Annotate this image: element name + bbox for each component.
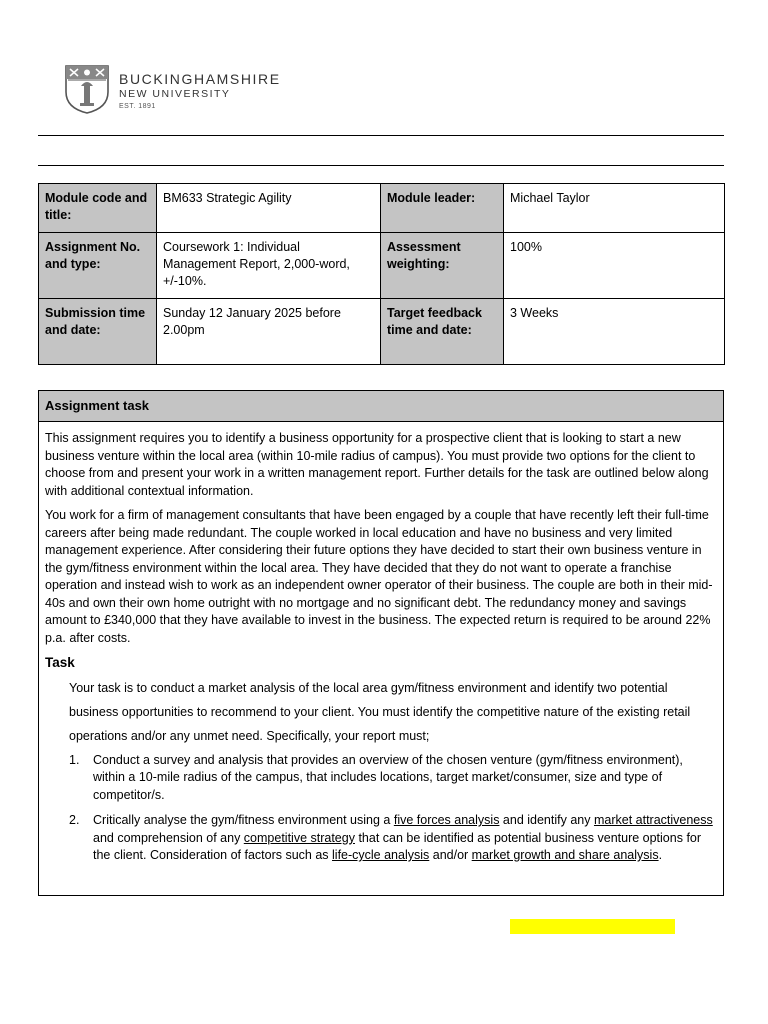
text-fragment: and/or xyxy=(429,848,472,862)
table-row xyxy=(39,299,725,365)
feedback-label: Target feedback time and date: xyxy=(381,299,504,365)
submission-value: Sunday 12 January 2025 before 2.00pm xyxy=(157,299,381,365)
text-fragment: and identify any xyxy=(499,813,594,827)
university-subtitle: NEW UNIVERSITY xyxy=(119,88,231,100)
assignment-type-value: Coursework 1: Individual Management Report, 2,000-word, +/-10%. xyxy=(157,233,381,299)
underlined-term: market growth and share analysis xyxy=(471,848,659,862)
assignment-task-box xyxy=(38,390,724,896)
underlined-term: market attractiveness xyxy=(593,813,713,827)
university-crest-icon xyxy=(64,64,110,114)
list-item-number: 2. xyxy=(69,813,80,827)
list-item-text: Conduct a survey and analysis that provides an overview of the chosen venture (gym/fitness environment), within a 10-mile radius of the campus, that includes locations, target market/consumer, size and type of competitor/s. xyxy=(93,752,683,802)
text-fragment: and comprehension of any xyxy=(93,830,244,845)
assessment-weighting-label: Assessment weighting: xyxy=(381,233,504,299)
list-item xyxy=(45,752,717,805)
text-fragment: Critically analyse the gym/fitness environment using a xyxy=(93,813,394,827)
submission-label: Submission time and date: xyxy=(39,299,157,365)
divider-line xyxy=(38,135,724,136)
list-item-number: 1. xyxy=(69,752,80,767)
module-code-value: BM633 Strategic Agility xyxy=(157,184,381,233)
task-instructions: Your task is to conduct a market analysis of the local area gym/fitness environment and identify two potential business opportunities to recommend to your client. You must identify the competitive nature of the existing retail operations and/or any unmet need. Specifically, your report must; xyxy=(69,680,691,743)
assignment-task-header: Assignment task xyxy=(39,391,723,422)
task-title: Task xyxy=(45,655,75,670)
assessment-weighting-value: 100% xyxy=(504,233,725,299)
assignment-task-body xyxy=(39,422,723,865)
underlined-term: competitive strategy xyxy=(243,830,355,845)
list-item-text xyxy=(93,813,713,862)
module-code-label: Module code and title: xyxy=(39,184,157,233)
module-leader-value: Michael Taylor xyxy=(504,184,725,233)
yellow-highlight-mark xyxy=(510,919,675,934)
table-row xyxy=(39,184,725,233)
university-established: EST. 1891 xyxy=(119,103,156,110)
text-fragment: . xyxy=(658,848,663,862)
module-info-table xyxy=(38,183,725,365)
underlined-term: life-cycle analysis xyxy=(332,848,430,862)
table-row xyxy=(39,233,725,299)
requirements-list xyxy=(45,752,717,865)
university-name: BUCKINGHAMSHIRE xyxy=(119,71,281,87)
assignment-type-label: Assignment No. and type: xyxy=(39,233,157,299)
task-paragraph-intro: This assignment requires you to identify a business opportunity for a prospective client that is looking to start a new business venture within the local area (within 10-mile radius of campus). You must provide two options for the client to choose from and present your work in a written management report. Further details for the task are outlined below along with additional contextual information. xyxy=(45,431,709,498)
task-paragraph-context: You work for a firm of management consultants that have been engaged by a couple that have recently left their full-time careers after being made redundant. The couple worked in local education and have no business and very limited management experience. After considering their future options they have decided to start their own business venture in the gym/fitness environment within the local area. They have decided that they do not want to operate a franchise operation and instead wish to work as an independent owner operator of their business. The couple are both in their mid-40s and own their own home outright with no mortgage and no significant debt. The redundancy money and savings amount to £340,000 that they have available to invest in the business. The expected return is required to be around 22% p.a. after costs. xyxy=(45,508,713,645)
divider-line xyxy=(38,165,724,166)
module-leader-label: Module leader: xyxy=(381,184,504,233)
list-item xyxy=(45,812,717,865)
university-logo xyxy=(64,64,304,114)
text-fragment: that can be identified as potential business venture options for the client. Consideration of factors such as xyxy=(93,830,702,862)
underlined-term: five forces analysis xyxy=(393,813,500,827)
feedback-value: 3 Weeks xyxy=(504,299,725,365)
